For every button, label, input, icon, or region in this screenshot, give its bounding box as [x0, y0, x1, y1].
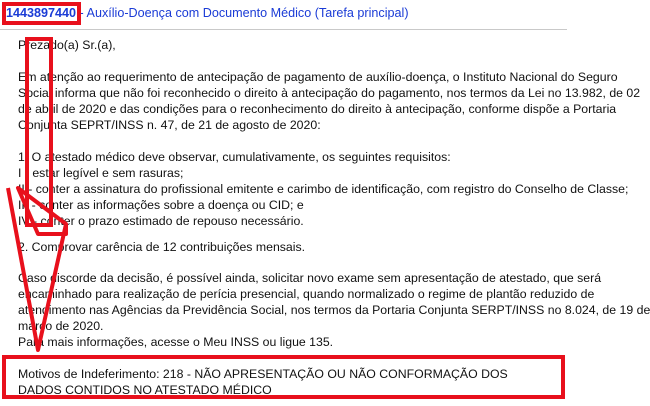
- disagree-line: março de 2020.: [18, 319, 104, 333]
- arrow-head-outline: [8, 188, 66, 350]
- requirements-intro: 1. O atestado médico deve observar, cumulativamente, os seguintes requisitos:: [18, 150, 451, 164]
- requirement-item: I - estar legível e sem rasuras;: [18, 166, 184, 180]
- letter-intro-line: Em atenção ao requerimento de antecipação de pagamento de auxílio-doença, o Instituto Nacional do Seguro: [18, 70, 618, 84]
- letter-intro-line: Conjunta SEPRT/INSS n. 47, de 21 de agosto de 2020:: [18, 118, 321, 132]
- task-id[interactable]: 1443897440: [6, 6, 77, 20]
- rejection-reason: Motivos de Indeferimento: 218 - NÃO APRESENTAÇÃO OU NÃO CONFORMAÇÃO DOS DADOS CONTIDOS NO ATESTADO MÉDICO: [18, 367, 508, 397]
- more-info: Para mais informações, acesse o Meu INSS ou ligue 135.: [18, 335, 334, 349]
- disagree-line: Caso discorde da decisão, é possível ainda, solicitar novo exame sem apresentação de atestado, que será: [18, 271, 602, 285]
- requirement-item: IV - conter o prazo estimado de repouso necessário.: [18, 214, 304, 228]
- requirement-item: III - conter as informações sobre a doença ou CID; e: [18, 198, 304, 212]
- disagree-line: atendimento nas Agências da Previdência Social, nos termos da Portaria Conjunta SERPT/INSS no 8.024, de 19 de: [18, 303, 650, 317]
- arrow-upper-flare: [18, 188, 66, 234]
- requirement-contributions: 2. Comprovar carência de 12 contribuições mensais.: [18, 240, 306, 254]
- disagree-line: encaminhado para realização de perícia presencial, quando normalizado o regime de plantão reduzido de: [18, 287, 595, 301]
- task-title[interactable]: - Auxílio-Doença com Documento Médico (Tarefa principal): [76, 6, 409, 20]
- requirement-item: II - conter a assinatura do profissional emitente e carimbo de identificação, com registro do Conselho de Classe;: [18, 182, 629, 196]
- letter-greeting: Prezado(a) Sr.(a),: [18, 38, 116, 52]
- letter-intro-line: de abril de 2020 e das condições para o reconhecimento do direito à antecipação, conforme dispõe a Portaria: [18, 102, 617, 116]
- letter-intro-line: Social informa que não foi reconhecido o direito à antecipação do pagamento, nos termos da Lei no 13.982, de 02: [18, 86, 641, 100]
